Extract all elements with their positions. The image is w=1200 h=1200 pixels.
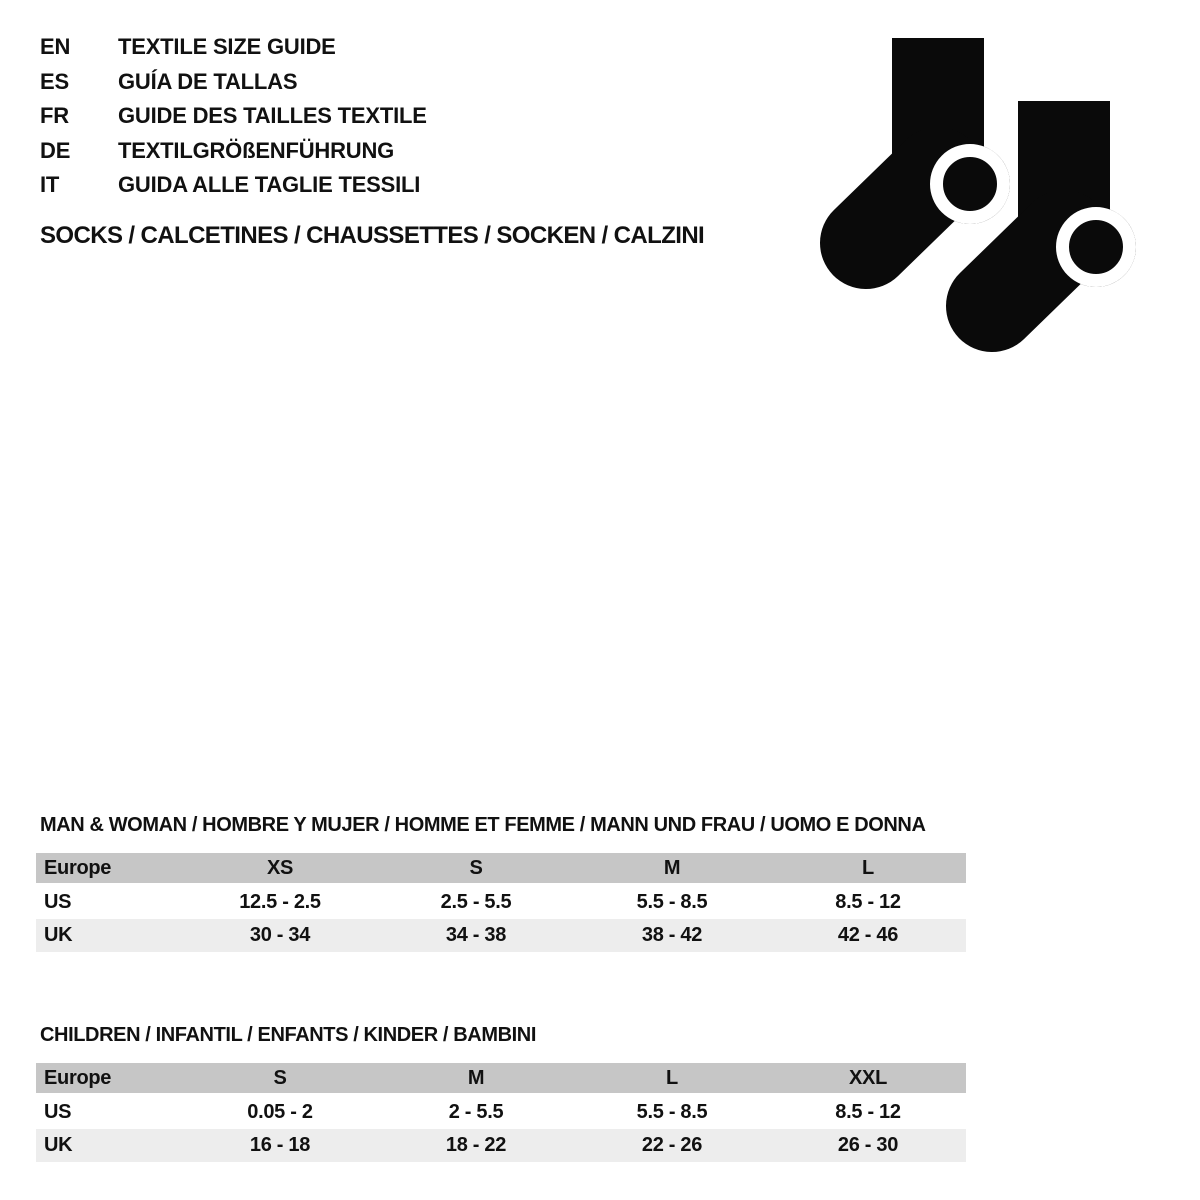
adults-uk-row [36, 919, 966, 952]
product-category-line: SOCKS / CALCETINES / CHAUSSETTES / SOCKEN / CALZINI [40, 222, 705, 249]
lang-row-it [40, 168, 427, 203]
adults-col-m: M [663, 856, 681, 879]
adults-us-s: 2.5 - 5.5 [440, 891, 512, 913]
lang-label-en: TEXTILE SIZE GUIDE [118, 34, 336, 59]
children-us-m: 2 - 5.5 [448, 1101, 504, 1123]
lang-label-es: GUÍA DE TALLAS [118, 68, 298, 94]
adults-table-title: MAN & WOMAN / HOMBRE Y MUJER / HOMME ET FEMME / MANN UND FRAU / UOMO E DONNA [40, 814, 926, 836]
language-title-block [40, 30, 427, 203]
children-uk-label: UK [44, 1134, 73, 1156]
lang-code-fr: FR [40, 103, 69, 128]
lang-code-de: DE [40, 137, 71, 163]
adults-uk-xs: 30 - 34 [249, 924, 311, 946]
children-us-l: 5.5 - 8.5 [636, 1101, 708, 1123]
adults-header-row [36, 853, 966, 883]
adults-uk-l: 42 - 46 [837, 924, 899, 946]
lang-label-it: GUIDA ALLE TAGLIE TESSILI [118, 172, 421, 197]
adults-us-xs: 12.5 - 2.5 [239, 891, 321, 913]
children-us-xxl: 8.5 - 12 [835, 1101, 901, 1123]
children-uk-s: 16 - 18 [249, 1134, 311, 1156]
adults-us-label: US [44, 891, 72, 913]
children-col-xxl: XXL [849, 1066, 887, 1089]
adults-col-europe: Europe [44, 856, 112, 879]
socks-icon [818, 38, 1140, 356]
lang-row-es [40, 65, 427, 100]
lang-label-de: TEXTILGRÖßENFÜHRUNG [118, 137, 395, 163]
children-uk-row [36, 1129, 966, 1162]
children-uk-xxl: 26 - 30 [837, 1134, 899, 1156]
adults-us-m: 5.5 - 8.5 [636, 891, 708, 913]
children-us-label: US [44, 1101, 72, 1123]
children-uk-m: 18 - 22 [445, 1134, 507, 1156]
children-uk-l: 22 - 26 [641, 1134, 703, 1156]
children-us-row [36, 1096, 966, 1129]
lang-label-fr: GUIDE DES TAILLES TEXTILE [118, 103, 427, 128]
socks-icon-svg [818, 38, 1140, 356]
adults-col-l: L [862, 856, 874, 879]
lang-row-en [40, 30, 427, 65]
adults-uk-s: 34 - 38 [445, 924, 507, 946]
adults-us-row [36, 886, 966, 919]
lang-code-en: EN [40, 34, 71, 59]
adults-col-xs: XS [266, 856, 294, 879]
children-col-europe: Europe [44, 1066, 112, 1089]
children-header-row [36, 1063, 966, 1093]
children-size-table [36, 1063, 966, 1162]
lang-code-es: ES [40, 68, 69, 94]
children-col-m: M [467, 1066, 485, 1089]
adults-col-s: S [469, 856, 483, 879]
adults-uk-m: 38 - 42 [641, 924, 703, 946]
adults-size-table [36, 853, 966, 952]
lang-row-de [40, 134, 427, 169]
adults-uk-label: UK [44, 924, 73, 946]
children-table-title: CHILDREN / INFANTIL / ENFANTS / KINDER / BAMBINI [40, 1024, 536, 1046]
adults-us-l: 8.5 - 12 [835, 891, 901, 913]
children-col-s: S [273, 1066, 287, 1089]
children-col-l: L [666, 1066, 678, 1089]
lang-row-fr [40, 99, 427, 134]
children-us-s: 0.05 - 2 [247, 1101, 313, 1123]
lang-code-it: IT [40, 172, 60, 197]
